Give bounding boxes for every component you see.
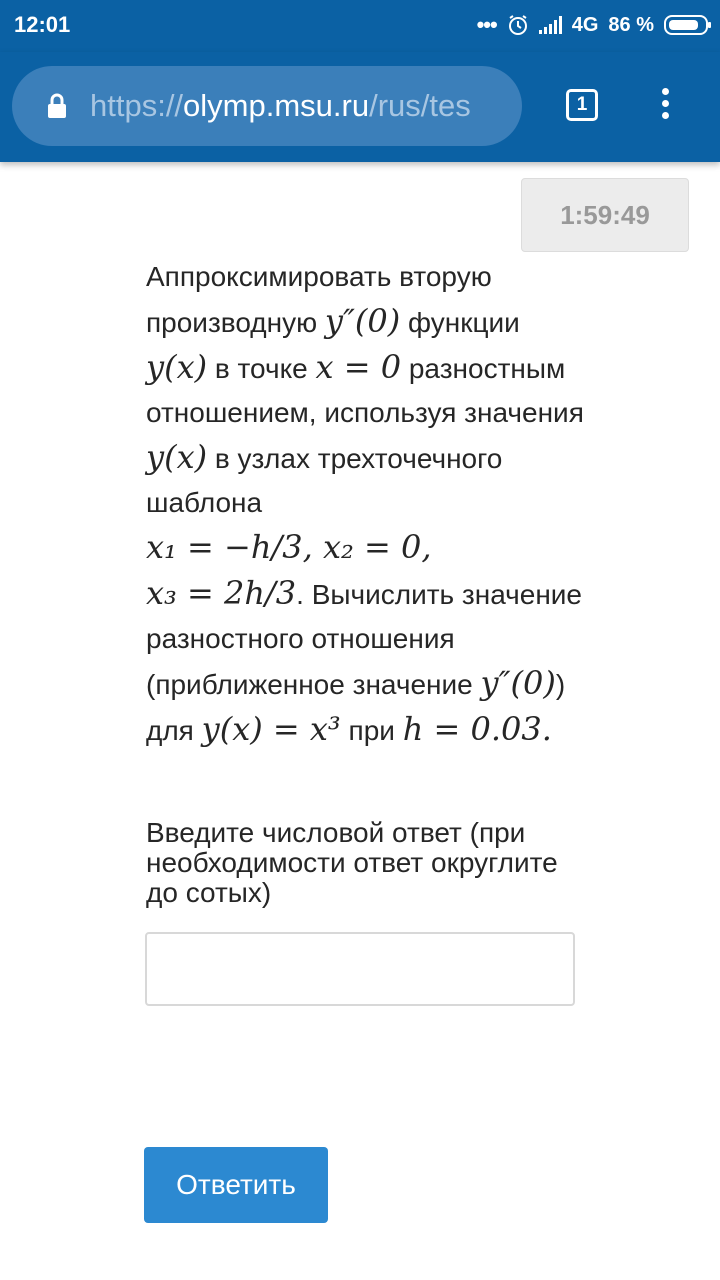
question-part: при — [348, 715, 395, 746]
notification-dots-icon: ••• — [476, 12, 497, 37]
url-scheme: https:// — [90, 88, 184, 123]
submit-button[interactable]: Ответить — [144, 1147, 328, 1223]
status-bar — [0, 0, 720, 52]
math-step: h = 0.03. — [402, 710, 552, 748]
math-function: y(x) — [146, 438, 208, 476]
url-text[interactable] — [90, 88, 471, 124]
math-second-derivative: y″(0) — [480, 664, 556, 702]
math-second-derivative: y″(0) — [324, 302, 401, 340]
math-point: x = 0 — [315, 348, 402, 386]
answer-prompt: Введите числовой ответ (при необходимости ответ округлите до сотых) — [146, 817, 558, 908]
question-part: ) для — [146, 669, 566, 746]
signal-icon — [539, 16, 562, 34]
question-part: функции — [408, 307, 520, 338]
url-host: olymp.msu.ru — [183, 88, 370, 123]
question-part: Аппроксимировать вторую производную — [146, 261, 492, 338]
math-function: y(x) — [146, 348, 208, 386]
math-nodes-2: x₃ = 2h/3 — [146, 574, 297, 612]
browser-toolbar — [0, 52, 720, 162]
question-text — [146, 255, 586, 753]
status-time: 12:01 — [14, 12, 71, 37]
status-icons — [477, 10, 708, 40]
more-menu-icon[interactable] — [656, 88, 674, 126]
countdown-timer: 1:59:49 — [521, 178, 689, 252]
tab-switcher-button[interactable]: 1 — [566, 89, 598, 121]
math-nodes-1: x₁ = −h/3, x₂ = 0, — [146, 528, 432, 566]
url-bar[interactable] — [12, 66, 522, 146]
question-part: в узлах трехточечного шаблона — [146, 443, 503, 518]
question-part: разностным отношением, используя значения — [146, 353, 584, 428]
question-part: . Вычислить значение разностного отношения (приближенное значение — [146, 579, 582, 700]
network-type: 4G — [571, 13, 599, 36]
url-path: /rus/tes — [369, 88, 471, 123]
battery-icon — [664, 15, 708, 35]
math-function-def: y(x) = x³ — [201, 710, 341, 748]
lock-icon — [46, 93, 68, 119]
question-part: в точке — [214, 353, 308, 384]
answer-input[interactable] — [145, 932, 575, 1006]
battery-percent: 86 % — [608, 13, 654, 36]
alarm-icon — [507, 14, 529, 36]
